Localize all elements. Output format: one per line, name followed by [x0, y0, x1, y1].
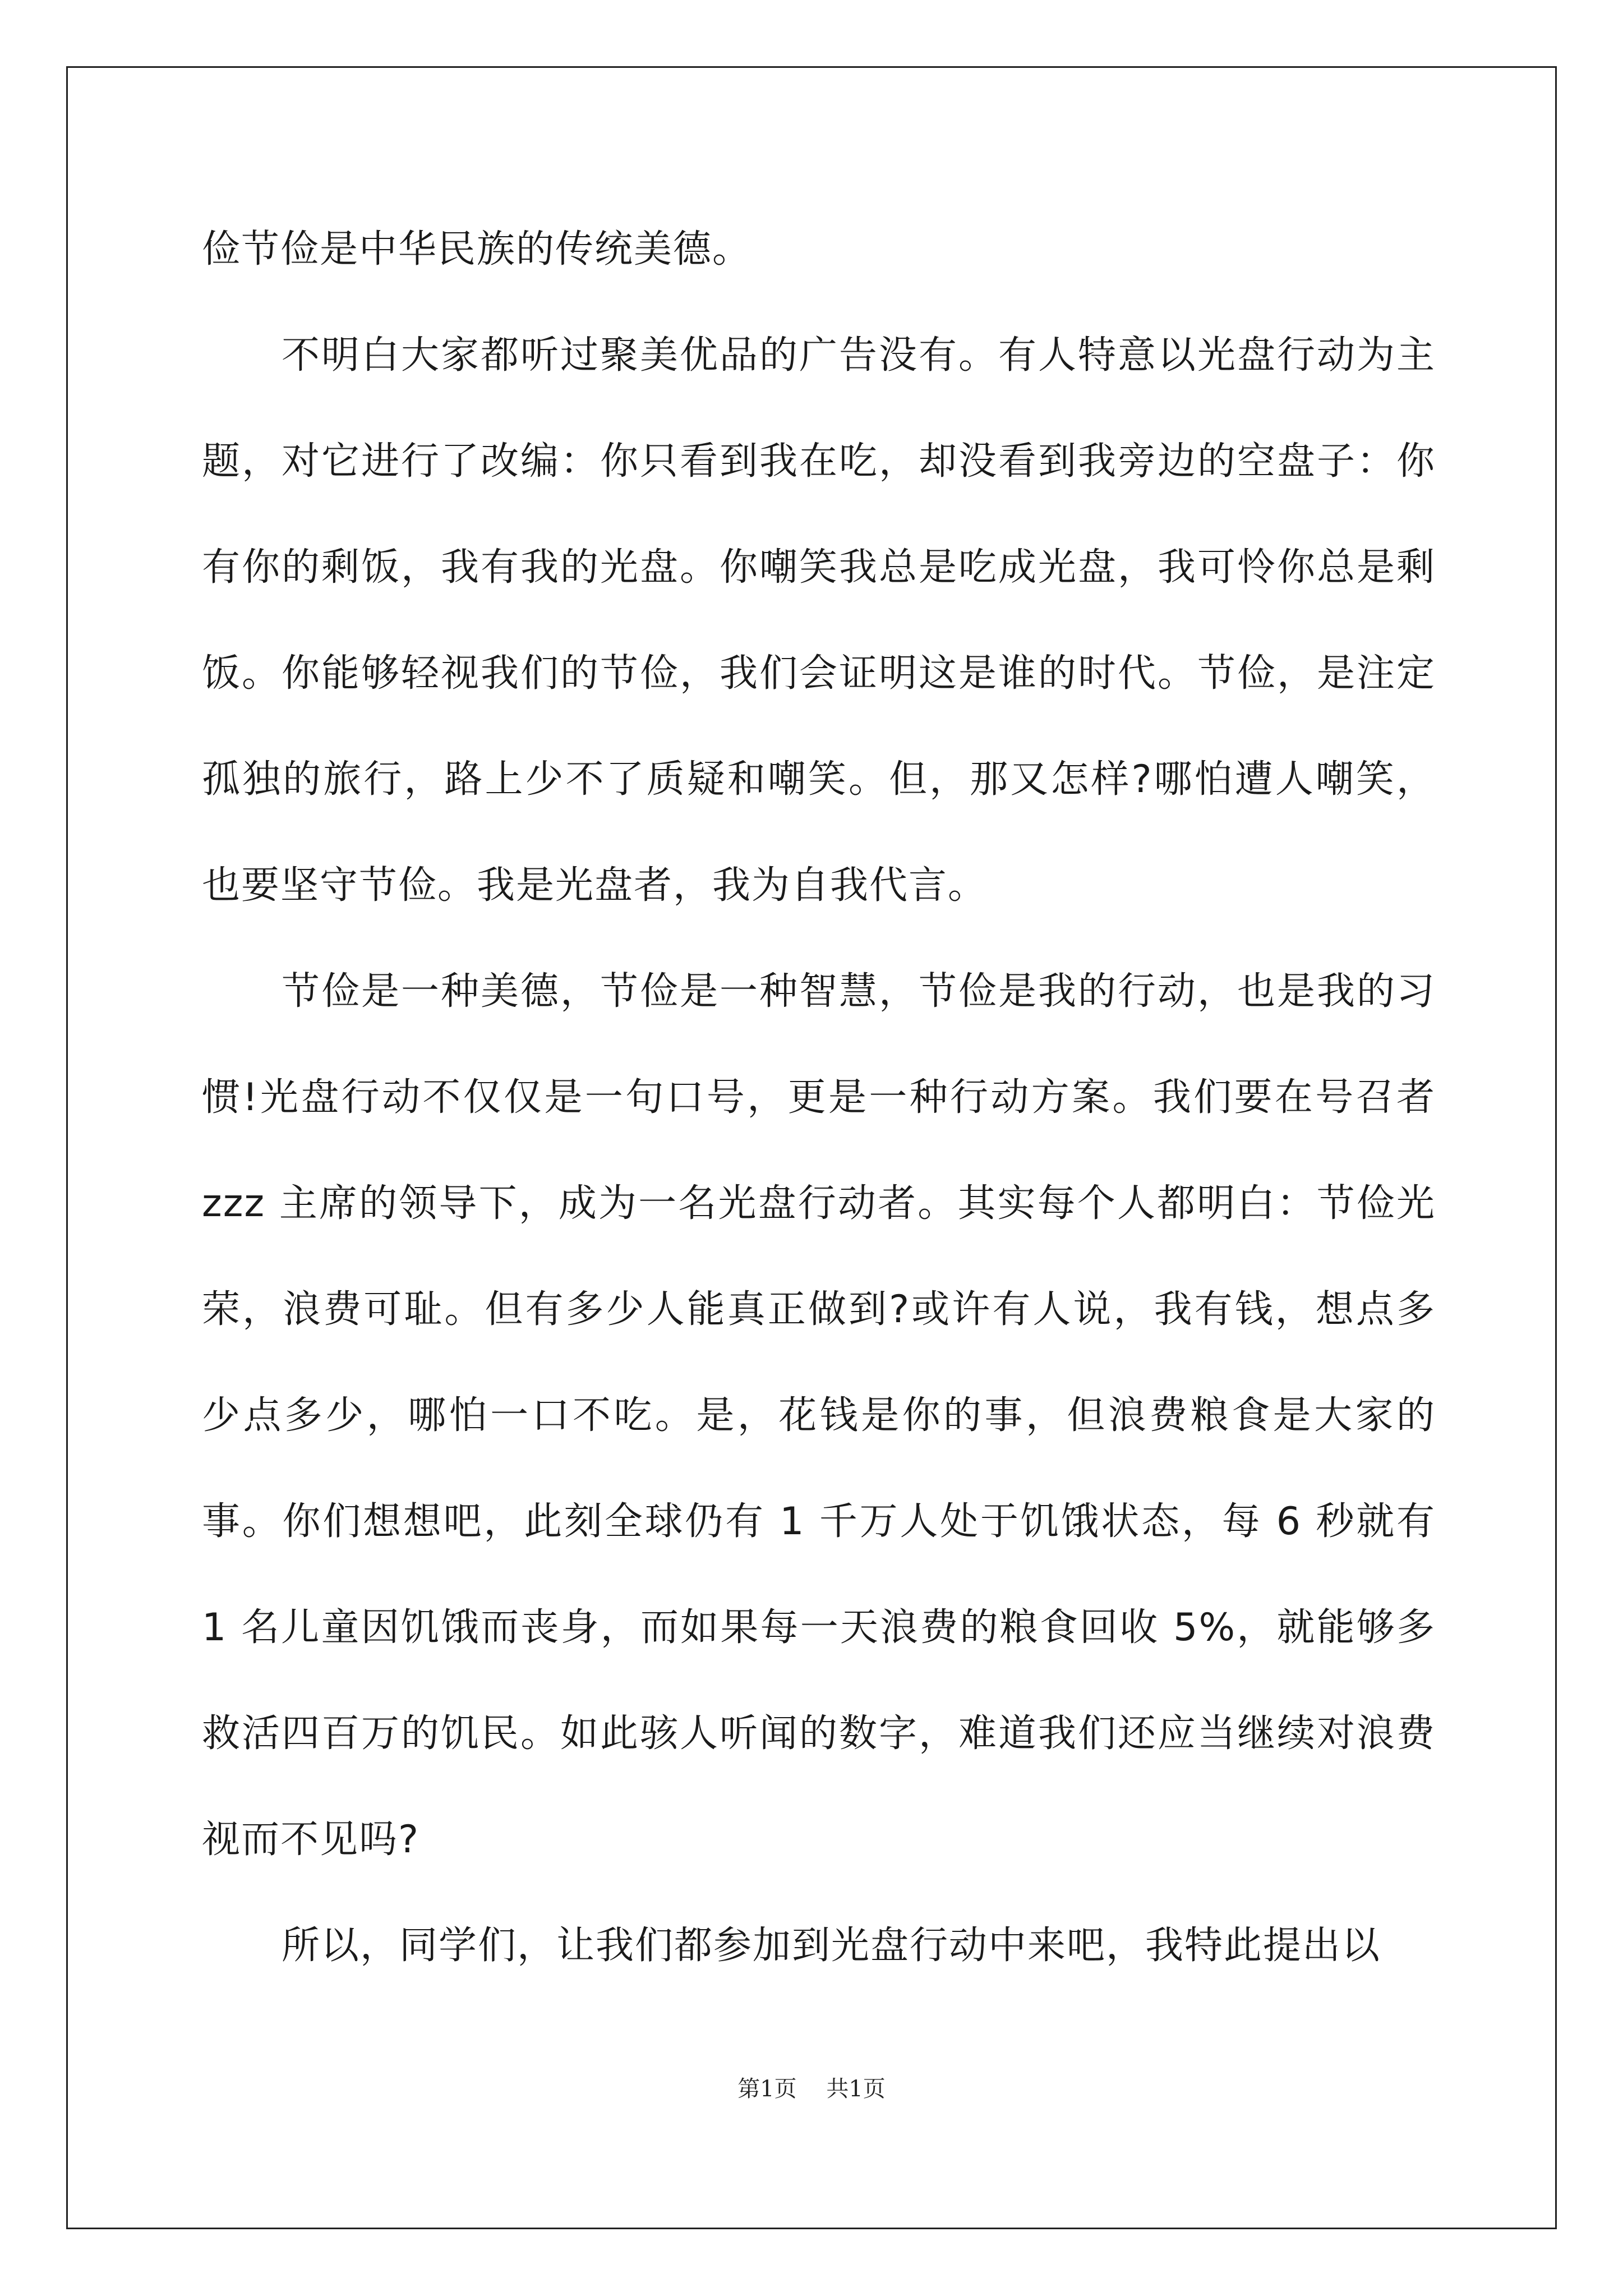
page-number-total: 共1页 — [826, 2076, 886, 2102]
paragraph-1: 俭节俭是中华民族的传统美德。 — [202, 227, 752, 272]
page-footer — [0, 2071, 1623, 2103]
paragraph-2: 不明白大家都听过聚美优品的广告没有。有人特意以光盘行动为主题，对它进行了改编：你只看到我在吃，却没看到我旁边的空盘子：你有你的剩饭，我有我的光盘。你嘲笑我总是吃成光盘，我可怜你总是剩饭。你能够轻视我们的节俭，我们会证明这是谁的时代。节俭，是注定孤独的旅行，路上少不了质疑和嘲笑。但，那又怎样?哪怕遭人嘲笑，也要坚守节俭。我是光盘者，我为自我代言。 — [202, 333, 1436, 908]
paragraph-3: 节俭是一种美德，节俭是一种智慧，节俭是我的行动，也是我的习惯!光盘行动不仅仅是一句口号，更是一种行动方案。我们要在号召者 zzz 主席的领导下，成为一名光盘行动者。其实每个人都明白：节俭光荣，浪费可耻。但有多少人能真正做到?或许有人说，我有钱，想点多少点多少，哪怕一口不吃。是，花钱是你的事，但浪费粮食是大家的事。你们想想吧，此刻全球仍有 1 千万人处于饥饿状态，每 6 秒就有 1 名儿童因饥饿而丧身，而如果每一天浪费的粮食回收 5%，就能够多救活四百万的饥民。如此骇人听闻的数字，难道我们还应当继续对浪费视而不见吗? — [202, 969, 1436, 1862]
page-number-current: 第1页 — [737, 2076, 797, 2102]
document-body — [202, 196, 1436, 1999]
paragraph-4: 所以，同学们，让我们都参加到光盘行动中来吧，我特此提出以 — [282, 1924, 1381, 1968]
